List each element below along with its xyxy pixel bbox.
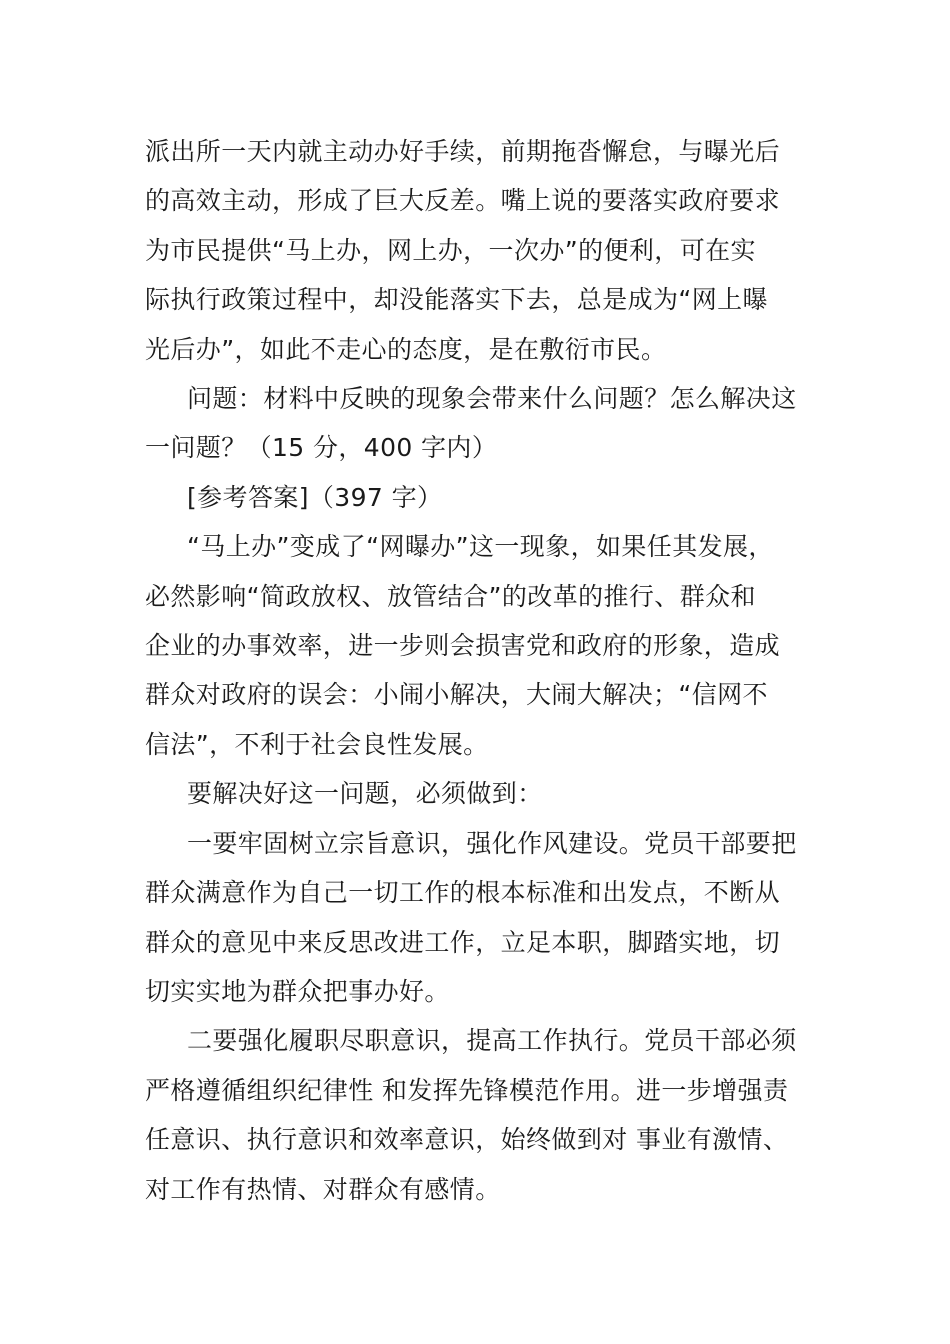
text-line: 际执行政策过程中，却没能落实下去，总是成为“网上曝 (145, 285, 768, 315)
text-line: “马上办”变成了“网曝办”这一现象，如果任其发展， (187, 532, 774, 562)
text-line: 为市民提供“马上办，网上办，一次办”的便利，可在实 (145, 235, 756, 265)
text-line: 任意识、执行意识和效率意识，始终做到对 事业有激情、 (145, 1125, 789, 1155)
text-line: 二要强化履职尽职意识，提高工作执行。党员干部必须 (187, 1026, 797, 1056)
paragraph-point-two (145, 1016, 810, 1214)
text-line: 必然影响“简政放权、放管结合”的改革的推行、群众和 (145, 581, 756, 611)
text-line: 问题：材料中反映的现象会带来什么问题？怎么解决这 (187, 384, 797, 414)
text-line: 群众对政府的误会：小闹小解决，大闹大解决；“信网不 (145, 680, 768, 710)
text-line: 光后办”，如此不走心的态度，是在敷衍市民。 (145, 334, 667, 364)
text-line: [参考答案]（397 字） (187, 482, 443, 512)
paragraph-background (145, 127, 810, 374)
paragraph-point-one (145, 819, 810, 1017)
text-line: 对工作有热情、对群众有感情。 (145, 1174, 501, 1204)
text-line: 群众满意作为自己一切工作的根本标准和出发点，不断从 (145, 878, 781, 908)
text-line: 严格遵循组织纪律性 和发挥先锋模范作用。进一步增强责 (145, 1075, 789, 1105)
paragraph-answer-intro (145, 522, 810, 769)
text-line: 一要牢固树立宗旨意识，强化作风建设。党员干部要把 (187, 828, 797, 858)
paragraph-question (145, 374, 810, 473)
text-line: 派出所一天内就主动办好手续，前期拖沓懈怠，与曝光后 (145, 137, 781, 166)
text-line: 的高效主动，形成了巨大反差。嘴上说的要落实政府要求 (145, 186, 781, 216)
paragraph-answer-heading (145, 473, 810, 522)
text-line: 信法”，不利于社会良性发展。 (145, 729, 489, 759)
text-line: 企业的办事效率，进一步则会损害党和政府的形象，造成 (145, 631, 781, 661)
text-line: 一问题？（15 分，400 字内） (145, 433, 498, 463)
paragraph-solution-lead (145, 769, 810, 818)
text-line: 群众的意见中来反思改进工作，立足本职，脚踏实地，切 (145, 927, 781, 957)
text-line: 切实实地为群众把事办好。 (145, 976, 450, 1006)
document-body (145, 127, 810, 1214)
text-line: 要解决好这一问题，必须做到： (187, 779, 543, 809)
